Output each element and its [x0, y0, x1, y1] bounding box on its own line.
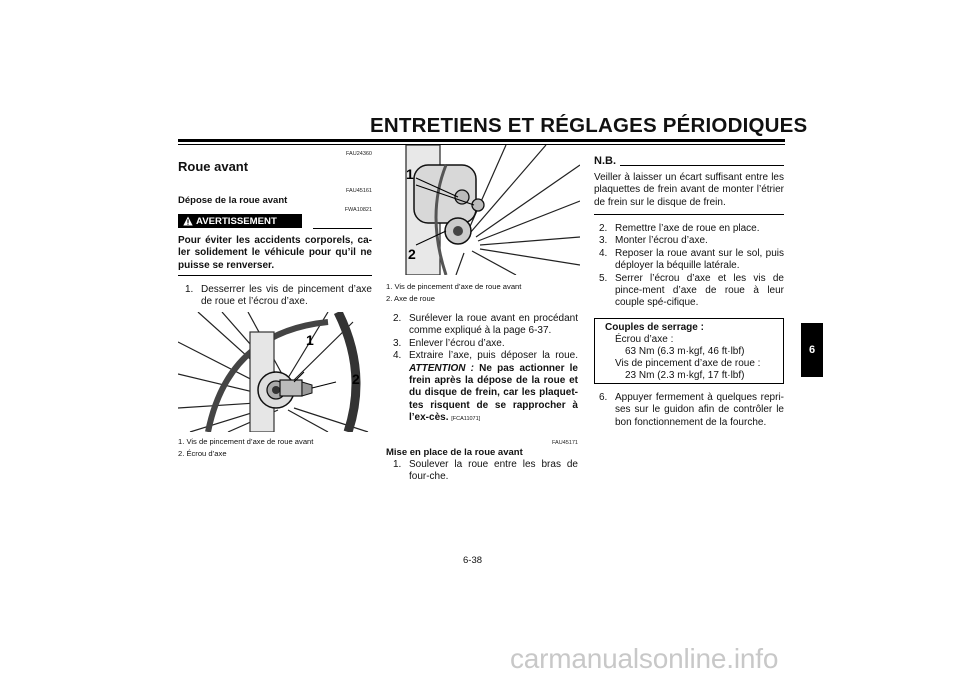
torque-line: 23 Nm (2.3 m·kgf, 17 ft·lbf) [625, 370, 745, 381]
figure-front-wheel-axle-nut [178, 312, 372, 432]
step-item [393, 459, 578, 484]
step-item [393, 350, 578, 425]
note-end-rule [594, 214, 784, 215]
step-item [393, 313, 578, 338]
figure-caption-1: 1. Vis de pincement d’axe de roue avant [386, 282, 522, 291]
torque-title: Couples de serrage : [605, 322, 704, 333]
warning-banner [178, 214, 302, 228]
procedure-steps [393, 313, 578, 426]
ref-code: FAU45161 [346, 188, 372, 194]
step-number: 3. [599, 235, 608, 247]
step-text: Appuyer fermement à quelques repri-ses sur le guidon afin de contrôler le bon fonctionnement de la fourche. [615, 392, 784, 428]
figure-callout-2: 2 [352, 371, 360, 387]
torque-line: Écrou d’axe : [615, 334, 674, 345]
step-text-main: Extraire l’axe, puis déposer la roue. [409, 350, 578, 362]
step-number: 1. [393, 459, 402, 470]
step-text [409, 350, 578, 425]
ref-code: FAU24360 [346, 151, 372, 157]
warning-triangle-icon [183, 216, 193, 226]
step-text: Monter l’écrou d’axe. [615, 235, 708, 247]
warning-label: AVERTISSEMENT [196, 215, 277, 227]
ref-code: FWA10821 [344, 207, 372, 213]
attention-label: ATTENTION : [409, 362, 474, 374]
step-number: 2. [393, 313, 402, 324]
warning-end-rule [178, 275, 372, 276]
step-item [393, 338, 578, 350]
subsection-title: Dépose de la roue avant [178, 195, 288, 206]
subsection-title: Mise en place de la roue avant [386, 447, 523, 458]
step-item [599, 273, 784, 310]
note-text: Veiller à laisser un écart suffisant entre les plaquettes de frein avant de monter l’étrier de frein sur le disque de frein. [594, 172, 784, 208]
warning-text: Pour éviter les accidents corporels, ca-ler solidement le véhicule pour qu’il ne puisse se renverser. [178, 235, 372, 271]
step-text: Desserrer les vis de pincement d’axe de roue et l’écrou d’axe. [201, 284, 372, 308]
step-number: 2. [599, 223, 608, 234]
page-number: 6-38 [463, 555, 483, 566]
step-number: 3. [393, 337, 402, 349]
step-item [599, 392, 784, 429]
torque-spec-box [594, 318, 784, 384]
figure-caption-1: 1. Vis de pincement d’axe de roue avant [178, 437, 314, 446]
step-text: Remettre l’axe de roue en place. [615, 223, 760, 234]
section-title: Roue avant [178, 159, 249, 174]
torque-line: Vis de pincement d’axe de roue : [615, 358, 761, 369]
step-number: 1. [185, 284, 194, 295]
attention-text: Ne pas actionner le frein après la dépose de la roue et du disque de frein, car les plaquet-tes risquent de se rapprocher à l’ex-cès. [409, 362, 578, 424]
page-header-title: ENTRETIENS ET RÉGLAGES PÉRIODIQUES [370, 114, 808, 137]
figure-caption-2: 2. Écrou d’axe [178, 449, 227, 458]
step-number: 6. [599, 392, 608, 403]
warning-rule [313, 228, 372, 229]
step-item [185, 284, 372, 309]
step-item [599, 223, 784, 235]
chapter-tab: 6 [801, 323, 823, 377]
step-text: Soulever la roue entre les bras de four-che. [409, 459, 578, 483]
step-text: Serrer l’écrou d’axe et les vis de pince-ment d’axe de roue à leur couple spé-cifique. [615, 272, 784, 309]
step-item [599, 248, 784, 273]
torque-line: 63 Nm (6.3 m·kgf, 46 ft·lbf) [625, 346, 745, 357]
procedure-steps [599, 223, 784, 310]
step-number: 5. [599, 272, 608, 284]
attention-code: [FCA11071] [451, 416, 481, 423]
figure-front-wheel-axle [386, 145, 580, 275]
step-number: 4. [393, 350, 402, 362]
figure-caption-2: 2. Axe de roue [386, 294, 435, 303]
note-label: N.B. [594, 155, 616, 167]
step-text: Surélever la roue avant en procédant comme expliqué à la page 6-37. [409, 313, 578, 337]
step-text: Enlever l’écrou d’axe. [409, 337, 505, 349]
step-number: 4. [599, 247, 608, 259]
figure-callout-1: 1 [406, 166, 414, 182]
figure-callout-2: 2 [408, 246, 416, 262]
ref-code: FAU45171 [552, 440, 578, 446]
watermark: carmanualsonline.info [510, 643, 779, 674]
header-rule [178, 139, 785, 142]
step-item [599, 235, 784, 247]
note-rule [620, 165, 784, 166]
step-text: Reposer la roue avant sur le sol, puis déployer la béquille latérale. [615, 247, 784, 272]
figure-callout-1: 1 [306, 332, 314, 348]
